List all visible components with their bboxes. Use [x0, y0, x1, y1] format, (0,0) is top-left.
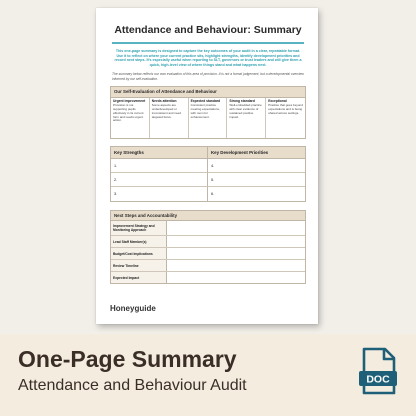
rating-strong	[227, 98, 266, 138]
priority-item: 5.	[208, 173, 305, 187]
self-evaluation-heading: Our Self-Evaluation of Attendance and Behaviour	[111, 87, 305, 98]
next-steps-value	[167, 221, 305, 235]
next-steps-label: Lead Staff Member(s)	[111, 236, 167, 247]
rating-desc: Practice that goes beyond expectations and is being shared across settings.	[268, 103, 303, 115]
next-steps-value	[167, 236, 305, 247]
strength-item: 3.	[111, 187, 208, 201]
next-steps-label: Improvement Strategy and Monitoring Approach	[111, 221, 167, 235]
footer-title: One-Page Summary	[18, 346, 237, 372]
next-steps-heading: Next Steps and Accountability	[111, 211, 305, 222]
next-steps-row	[111, 260, 305, 272]
rating-name: Strong standard	[229, 98, 255, 103]
priority-item: 6.	[211, 191, 215, 196]
rating-name: Needs attention	[151, 98, 177, 103]
key-priorities-heading: Key Development Priorities	[208, 147, 305, 159]
doc-file-icon	[358, 347, 398, 397]
rating-desc: Some aspects are underdeveloped or inconsistent and need targeted focus.	[151, 103, 181, 119]
brand-logo: Honeyguide	[110, 304, 156, 313]
rating-desc: Consistent practice meeting expectations, with room for enhancement.	[190, 103, 220, 119]
rating-urgent	[111, 98, 150, 138]
rating-expected	[189, 98, 228, 138]
next-steps-row	[111, 248, 305, 260]
next-steps-row	[111, 221, 305, 236]
document-title: Attendance and Behaviour: Summary	[114, 24, 302, 36]
strength-item: 1.	[111, 159, 208, 173]
next-steps-value	[167, 248, 305, 259]
next-steps-label: Review Timeline	[111, 260, 167, 271]
next-steps-row	[111, 272, 305, 283]
title-divider	[112, 42, 304, 44]
document-preview	[96, 8, 318, 324]
rating-exceptional	[266, 98, 305, 138]
next-steps-value	[167, 272, 305, 283]
rating-name: Urgent improvement	[113, 98, 146, 103]
rating-name: Expected standard	[190, 98, 221, 103]
next-steps-table	[110, 210, 306, 285]
self-evaluation-table	[110, 86, 306, 139]
rating-grid	[111, 98, 305, 138]
next-steps-label: Expected Impact	[111, 272, 167, 283]
rating-needs-attention	[150, 98, 189, 138]
intro-text: This one-page summary is designed to capture the key outcomes of your audit in a clear, repeatable format. Use it to reflect on where your current practice sits, highlight strengths, identify development priorities and record next steps. It's especially useful when reporting to SLT, governors or trust leaders and will give them a quick, high-level view of where things stand and what happens next.	[114, 49, 302, 67]
rating-name: Exceptional	[268, 98, 287, 103]
priority-item: 4.	[208, 159, 305, 173]
rating-desc: Provision is not supporting pupils effectively in its current form and needs urgent action.	[113, 103, 144, 123]
footer-subtitle: Attendance and Behaviour Audit	[18, 377, 247, 394]
strengths-priorities-table	[110, 146, 306, 202]
next-steps-row	[111, 236, 305, 248]
doc-badge-text: DOC	[366, 373, 390, 386]
next-steps-label: Budget/Cost Implications	[111, 248, 167, 259]
rating-desc: Well-embedded practice with clear evidence of sustained positive impact.	[229, 103, 262, 119]
strength-item: 2.	[111, 173, 208, 187]
next-steps-value	[167, 260, 305, 271]
key-strengths-heading: Key Strengths	[111, 147, 208, 159]
note-text: The summary below reflects our own evaluation of this area of provision. It is not a formal judgement, but a developmental overview informed by our self-evaluation.	[112, 72, 304, 81]
